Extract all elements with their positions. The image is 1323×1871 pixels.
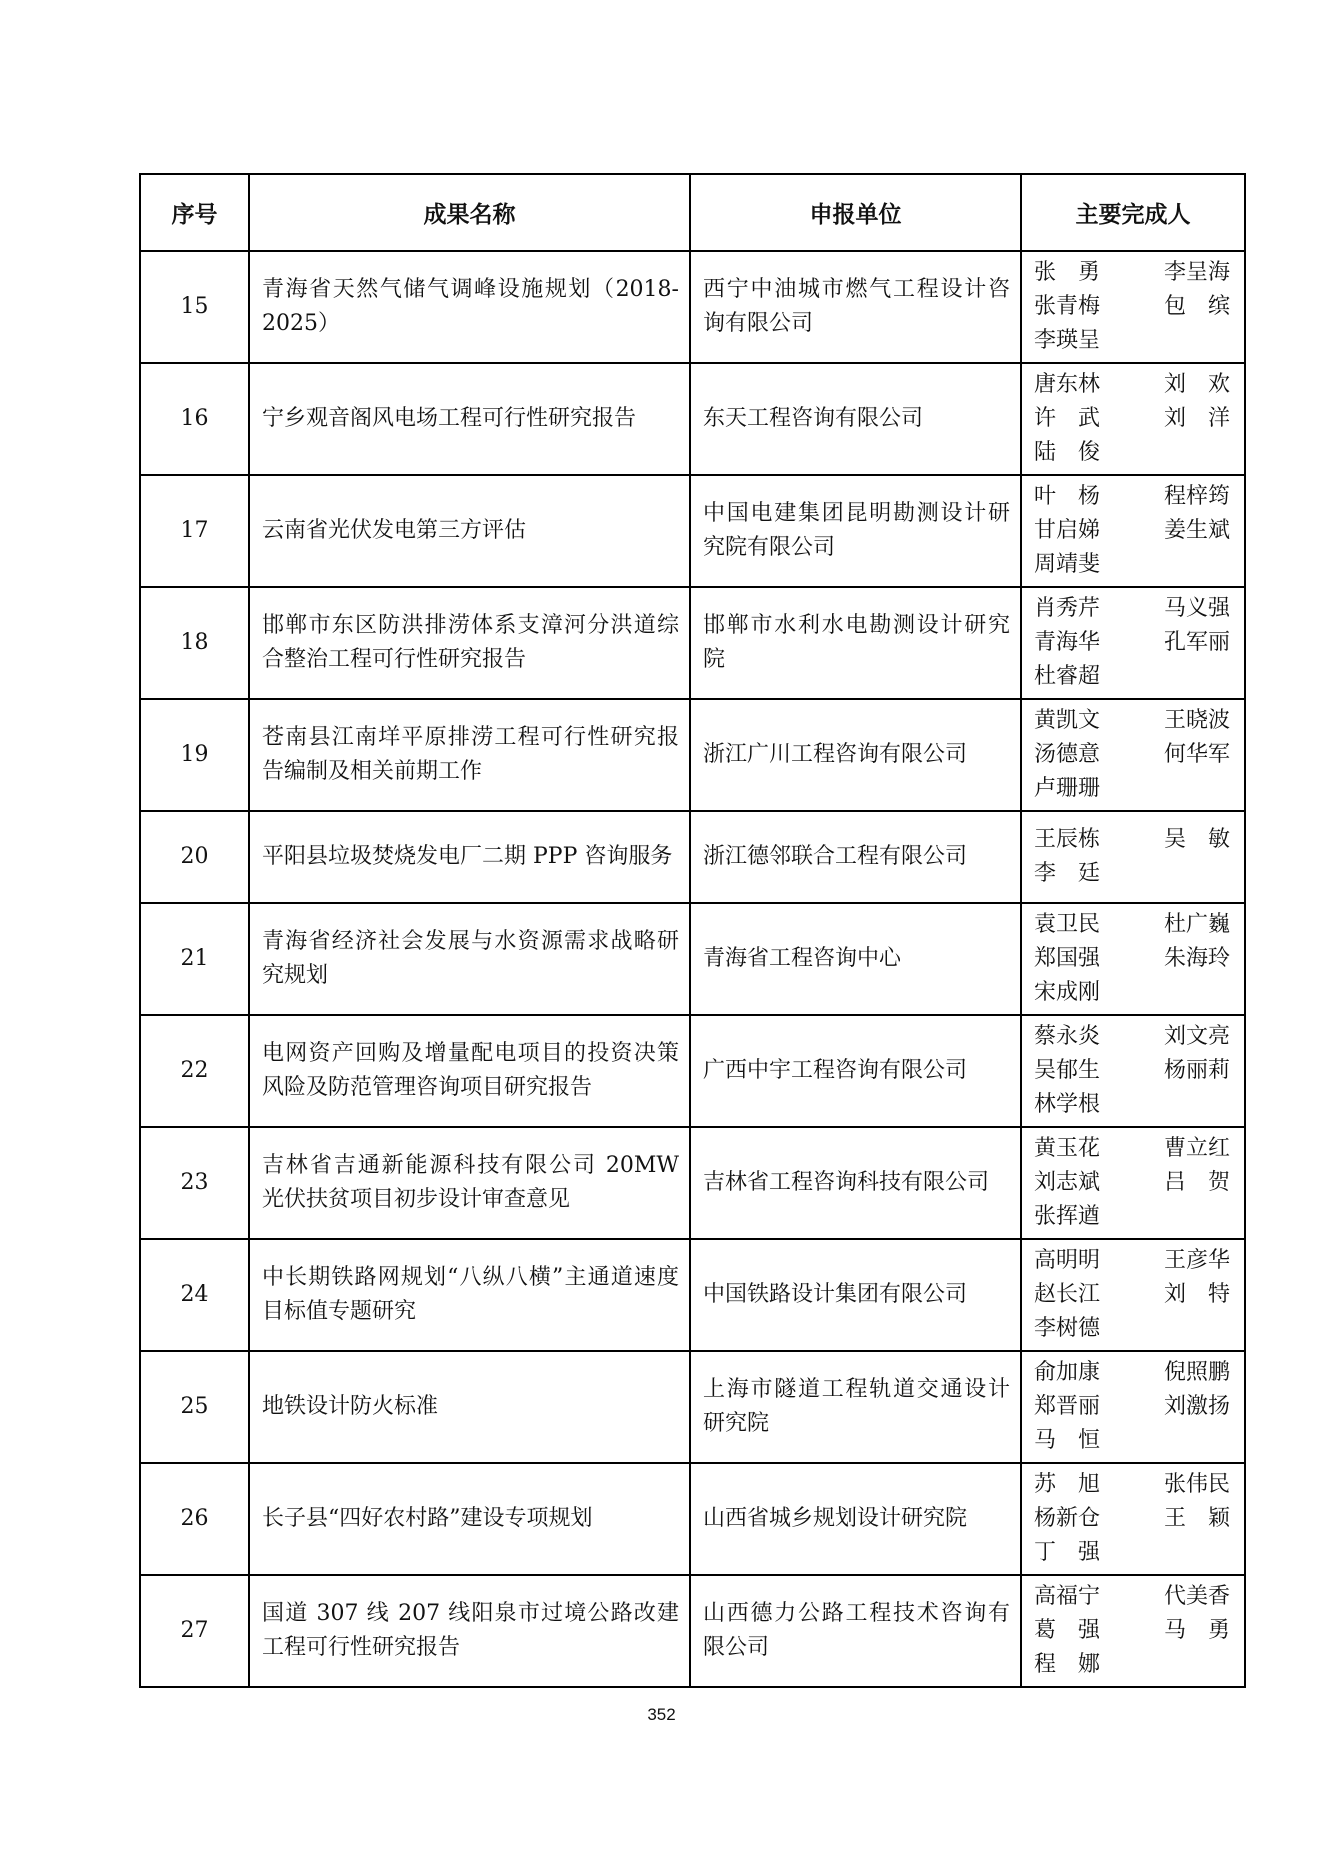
contributor-name: 李 廷 xyxy=(1034,861,1101,886)
contributor-name: 倪照鹏 xyxy=(1163,1360,1230,1385)
contributor-name: 李瑛呈 xyxy=(1034,328,1101,353)
contributor-name: 程 娜 xyxy=(1034,1652,1101,1677)
row-number: 22 xyxy=(140,1015,249,1127)
contributor-name: 刘 欢 xyxy=(1163,372,1230,397)
row-number: 16 xyxy=(140,363,249,475)
contributor-name: 孔军丽 xyxy=(1163,630,1230,655)
main-contributors xyxy=(1021,811,1245,903)
main-contributors xyxy=(1021,1127,1245,1239)
contributor-name: 蔡永炎 xyxy=(1034,1024,1101,1049)
applicant-unit: 中国铁路设计集团有限公司 xyxy=(690,1239,1021,1351)
achievement-name: 中长期铁路网规划“八纵八横”主通道速度目标值专题研究 xyxy=(249,1239,690,1351)
header-name: 成果名称 xyxy=(249,174,690,251)
contributor-name: 刘激扬 xyxy=(1163,1394,1230,1419)
main-contributors xyxy=(1021,587,1245,699)
applicant-unit: 浙江德邻联合工程有限公司 xyxy=(690,811,1021,903)
main-contributors xyxy=(1021,699,1245,811)
table-row xyxy=(140,1463,1245,1575)
contributor-name: 王 颖 xyxy=(1163,1506,1230,1531)
applicant-unit: 广西中宇工程咨询有限公司 xyxy=(690,1015,1021,1127)
table-row xyxy=(140,475,1245,587)
achievement-name: 电网资产回购及增量配电项目的投资决策风险及防范管理咨询项目研究报告 xyxy=(249,1015,690,1127)
table-row xyxy=(140,1015,1245,1127)
page-number: 352 xyxy=(647,1705,676,1724)
contributor-name: 刘志斌 xyxy=(1034,1170,1101,1195)
contributor-name: 王辰栋 xyxy=(1034,827,1101,852)
achievement-name: 青海省天然气储气调峰设施规划（2018-2025） xyxy=(249,251,690,363)
contributor-name: 马义强 xyxy=(1163,596,1230,621)
row-number: 26 xyxy=(140,1463,249,1575)
contributor-name: 叶 杨 xyxy=(1034,484,1101,509)
contributor-name: 陆 俊 xyxy=(1034,440,1101,465)
table-header-row xyxy=(140,174,1245,251)
contributor-name: 丁 强 xyxy=(1034,1540,1101,1565)
applicant-unit: 中国电建集团昆明勘测设计研究院有限公司 xyxy=(690,475,1021,587)
contributor-name: 青海华 xyxy=(1034,630,1101,655)
contributor-name: 朱海玲 xyxy=(1163,946,1230,971)
applicant-unit: 山西德力公路工程技术咨询有限公司 xyxy=(690,1575,1021,1687)
contributor-name: 赵长江 xyxy=(1034,1282,1101,1307)
row-number: 24 xyxy=(140,1239,249,1351)
contributor-name: 杜广巍 xyxy=(1163,912,1230,937)
row-number: 27 xyxy=(140,1575,249,1687)
main-contributors xyxy=(1021,1575,1245,1687)
contributor-name: 黄凯文 xyxy=(1034,708,1101,733)
contributor-name: 苏 旭 xyxy=(1034,1472,1101,1497)
contributor-name: 周靖斐 xyxy=(1034,552,1101,577)
contributor-name: 姜生斌 xyxy=(1163,518,1230,543)
contributor-name: 曹立红 xyxy=(1163,1136,1230,1161)
main-contributors xyxy=(1021,1239,1245,1351)
achievement-name: 国道 307 线 207 线阳泉市过境公路改建工程可行性研究报告 xyxy=(249,1575,690,1687)
row-number: 25 xyxy=(140,1351,249,1463)
achievement-name: 吉林省吉通新能源科技有限公司 20MW 光伏扶贫项目初步设计审查意见 xyxy=(249,1127,690,1239)
table-row xyxy=(140,251,1245,363)
contributor-name: 杜睿超 xyxy=(1034,664,1101,689)
applicant-unit: 青海省工程咨询中心 xyxy=(690,903,1021,1015)
applicant-unit: 浙江广川工程咨询有限公司 xyxy=(690,699,1021,811)
main-contributors xyxy=(1021,363,1245,475)
contributor-name: 宋成刚 xyxy=(1034,980,1101,1005)
row-number: 23 xyxy=(140,1127,249,1239)
contributor-name: 王彦华 xyxy=(1163,1248,1230,1273)
table-row xyxy=(140,699,1245,811)
contributor-name: 张 勇 xyxy=(1034,260,1101,285)
contributor-name: 李树德 xyxy=(1034,1316,1101,1341)
header-people: 主要完成人 xyxy=(1021,174,1245,251)
achievement-name: 云南省光伏发电第三方评估 xyxy=(249,475,690,587)
main-contributors xyxy=(1021,251,1245,363)
achievement-name: 宁乡观音阁风电场工程可行性研究报告 xyxy=(249,363,690,475)
contributor-name: 王晓波 xyxy=(1163,708,1230,733)
row-number: 15 xyxy=(140,251,249,363)
contributor-name: 杨新仓 xyxy=(1034,1506,1101,1531)
table-row xyxy=(140,587,1245,699)
achievement-name: 长子县“四好农村路”建设专项规划 xyxy=(249,1463,690,1575)
header-unit: 申报单位 xyxy=(690,174,1021,251)
main-contributors xyxy=(1021,1463,1245,1575)
contributor-name: 郑国强 xyxy=(1034,946,1101,971)
main-contributors xyxy=(1021,475,1245,587)
contributor-name: 李呈海 xyxy=(1163,260,1230,285)
contributor-name: 代美香 xyxy=(1163,1584,1230,1609)
applicant-unit: 邯郸市水利水电勘测设计研究院 xyxy=(690,587,1021,699)
applicant-unit: 吉林省工程咨询科技有限公司 xyxy=(690,1127,1021,1239)
contributor-name: 吕 贺 xyxy=(1163,1170,1230,1195)
contributor-name: 肖秀芹 xyxy=(1034,596,1101,621)
main-contributors xyxy=(1021,1351,1245,1463)
main-contributors xyxy=(1021,1015,1245,1127)
applicant-unit: 西宁中油城市燃气工程设计咨询有限公司 xyxy=(690,251,1021,363)
row-number: 17 xyxy=(140,475,249,587)
contributor-name: 程梓筠 xyxy=(1163,484,1230,509)
achievement-name: 青海省经济社会发展与水资源需求战略研究规划 xyxy=(249,903,690,1015)
contributor-name: 高福宁 xyxy=(1034,1584,1101,1609)
table-row xyxy=(140,903,1245,1015)
contributor-name: 刘 特 xyxy=(1163,1282,1230,1307)
achievement-name: 邯郸市东区防洪排涝体系支漳河分洪道综合整治工程可行性研究报告 xyxy=(249,587,690,699)
contributor-name: 卢珊珊 xyxy=(1034,776,1101,801)
awards-table xyxy=(139,173,1246,1688)
table-row xyxy=(140,1575,1245,1687)
row-number: 19 xyxy=(140,699,249,811)
achievement-name: 苍南县江南垟平原排涝工程可行性研究报告编制及相关前期工作 xyxy=(249,699,690,811)
table-body xyxy=(140,251,1245,1687)
contributor-name: 汤德意 xyxy=(1034,742,1101,767)
table-row xyxy=(140,1351,1245,1463)
applicant-unit: 山西省城乡规划设计研究院 xyxy=(690,1463,1021,1575)
contributor-name: 林学根 xyxy=(1034,1092,1101,1117)
contributor-name: 张伟民 xyxy=(1163,1472,1230,1497)
contributor-name: 袁卫民 xyxy=(1034,912,1101,937)
applicant-unit: 上海市隧道工程轨道交通设计研究院 xyxy=(690,1351,1021,1463)
table-row xyxy=(140,363,1245,475)
contributor-name: 黄玉花 xyxy=(1034,1136,1101,1161)
contributor-name: 俞加康 xyxy=(1034,1360,1101,1385)
table-row xyxy=(140,1127,1245,1239)
main-contributors xyxy=(1021,903,1245,1015)
applicant-unit: 东天工程咨询有限公司 xyxy=(690,363,1021,475)
contributor-name: 葛 强 xyxy=(1034,1618,1101,1643)
achievement-name: 平阳县垃圾焚烧发电厂二期 PPP 咨询服务 xyxy=(249,811,690,903)
contributor-name: 高明明 xyxy=(1034,1248,1101,1273)
contributor-name: 唐东林 xyxy=(1034,372,1101,397)
row-number: 20 xyxy=(140,811,249,903)
contributor-name: 何华军 xyxy=(1163,742,1230,767)
contributor-name: 张挥遒 xyxy=(1034,1204,1101,1229)
contributor-name: 马 勇 xyxy=(1163,1618,1230,1643)
contributor-name: 郑晋丽 xyxy=(1034,1394,1101,1419)
contributor-name: 刘 洋 xyxy=(1163,406,1230,431)
table-row xyxy=(140,811,1245,903)
header-no: 序号 xyxy=(140,174,249,251)
contributor-name: 许 武 xyxy=(1034,406,1101,431)
contributor-name: 甘启娣 xyxy=(1034,518,1101,543)
contributor-name: 包 缤 xyxy=(1163,294,1230,319)
table-row xyxy=(140,1239,1245,1351)
row-number: 18 xyxy=(140,587,249,699)
contributor-name: 张青梅 xyxy=(1034,294,1101,319)
contributor-name: 马 恒 xyxy=(1034,1428,1101,1453)
row-number: 21 xyxy=(140,903,249,1015)
contributor-name: 杨丽莉 xyxy=(1163,1058,1230,1083)
contributor-name: 吴郁生 xyxy=(1034,1058,1101,1083)
contributor-name: 吴 敏 xyxy=(1163,827,1230,852)
contributor-name: 刘文亮 xyxy=(1163,1024,1230,1049)
achievement-name: 地铁设计防火标准 xyxy=(249,1351,690,1463)
